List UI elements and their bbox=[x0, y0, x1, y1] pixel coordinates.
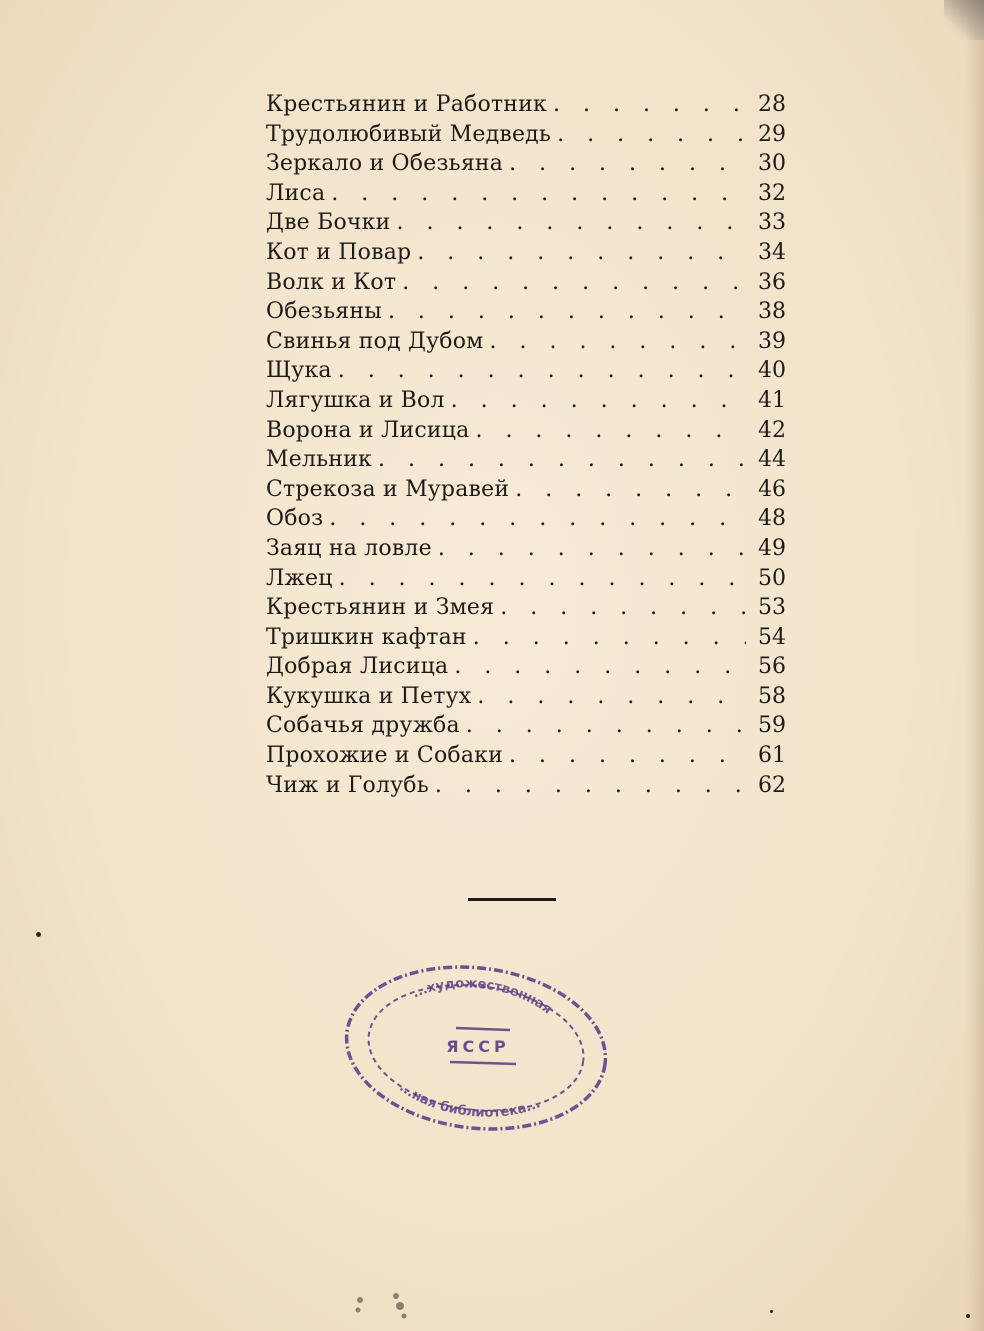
toc-dot-leader bbox=[473, 625, 746, 650]
stamp-line-bottom bbox=[450, 1062, 516, 1064]
toc-entry bbox=[266, 447, 786, 477]
ink-speck bbox=[36, 932, 41, 937]
section-divider bbox=[468, 898, 556, 901]
toc-entry-page-number: 62 bbox=[758, 772, 786, 798]
toc-entry-title: Прохожие и Собаки bbox=[266, 743, 503, 769]
toc-entry bbox=[266, 566, 786, 596]
table-of-contents bbox=[266, 92, 786, 802]
toc-entry bbox=[266, 329, 786, 359]
toc-entry-title: Две Бочки bbox=[266, 210, 391, 236]
toc-entry bbox=[266, 743, 786, 773]
toc-dot-leader bbox=[435, 773, 746, 798]
toc-dot-leader bbox=[489, 329, 746, 354]
toc-entry-page-number: 59 bbox=[758, 713, 786, 739]
toc-entry-title: Лягушка и Вол bbox=[266, 387, 445, 413]
toc-dot-leader bbox=[477, 684, 746, 709]
ink-speck bbox=[966, 1314, 970, 1318]
toc-entry bbox=[266, 240, 786, 270]
toc-entry-title: Собачья дружба bbox=[266, 713, 460, 739]
toc-dot-leader bbox=[338, 358, 746, 383]
toc-entry-title: Заяц на ловле bbox=[266, 535, 432, 561]
toc-entry-page-number: 40 bbox=[758, 358, 786, 384]
toc-entry-title: Свинья под Дубом bbox=[266, 328, 484, 354]
toc-entry bbox=[266, 684, 786, 714]
toc-dot-leader bbox=[388, 299, 746, 324]
toc-entry-title: Зеркало и Обезьяна bbox=[266, 151, 504, 177]
toc-entry-page-number: 58 bbox=[758, 683, 786, 709]
toc-entry bbox=[266, 595, 786, 625]
toc-entry bbox=[266, 151, 786, 181]
toc-entry-page-number: 61 bbox=[758, 743, 786, 769]
toc-entry-title: Крестьянин и Работник bbox=[266, 92, 547, 117]
toc-dot-leader bbox=[396, 210, 746, 235]
toc-entry-page-number: 28 bbox=[758, 92, 786, 117]
toc-dot-leader bbox=[509, 151, 746, 176]
stamp-top-text: ...художественная bbox=[410, 976, 555, 1018]
toc-entry-title: Обезьяны bbox=[266, 299, 382, 325]
ink-speck bbox=[770, 1310, 773, 1313]
toc-dot-leader bbox=[515, 477, 746, 502]
toc-entry bbox=[266, 358, 786, 388]
toc-entry bbox=[266, 299, 786, 329]
toc-entry-title: Кукушка и Петух bbox=[266, 683, 472, 709]
toc-entry-page-number: 34 bbox=[758, 239, 786, 265]
page-corner-shadow bbox=[944, 0, 984, 40]
toc-dot-leader bbox=[438, 536, 746, 561]
toc-entry-page-number: 36 bbox=[758, 269, 786, 295]
toc-entry-title: Лиса bbox=[266, 180, 326, 206]
toc-entry-title: Обоз bbox=[266, 506, 324, 532]
toc-entry-title: Крестьянин и Змея bbox=[266, 595, 495, 621]
library-stamp bbox=[340, 958, 612, 1138]
toc-entry bbox=[266, 625, 786, 655]
toc-entry-page-number: 53 bbox=[758, 595, 786, 621]
toc-entry bbox=[266, 122, 786, 152]
toc-entry-page-number: 56 bbox=[758, 654, 786, 680]
toc-dot-leader bbox=[402, 270, 746, 295]
toc-dot-leader bbox=[378, 447, 746, 472]
toc-dot-leader bbox=[451, 388, 746, 413]
toc-entry bbox=[266, 181, 786, 211]
toc-entry bbox=[266, 270, 786, 300]
toc-dot-leader bbox=[553, 92, 746, 117]
toc-entry-page-number: 44 bbox=[758, 447, 786, 473]
toc-entry-page-number: 42 bbox=[758, 417, 786, 443]
toc-entry-title: Щука bbox=[266, 358, 332, 384]
toc-entry-title: Волк и Кот bbox=[266, 269, 397, 295]
toc-entry-title: Лжец bbox=[266, 565, 333, 591]
toc-entry-title: Чиж и Голубь bbox=[266, 772, 429, 798]
toc-entry-title: Мельник bbox=[266, 447, 372, 473]
toc-dot-leader bbox=[509, 743, 746, 768]
toc-dot-leader bbox=[331, 181, 746, 206]
toc-entry bbox=[266, 418, 786, 448]
toc-entry bbox=[266, 92, 786, 122]
toc-entry-page-number: 54 bbox=[758, 624, 786, 650]
toc-dot-leader bbox=[500, 595, 746, 620]
toc-dot-leader bbox=[454, 654, 746, 679]
toc-entry bbox=[266, 773, 786, 803]
toc-entry-title: Ворона и Лисица bbox=[266, 417, 470, 443]
toc-entry-page-number: 49 bbox=[758, 535, 786, 561]
toc-dot-leader bbox=[475, 418, 746, 443]
toc-entry bbox=[266, 536, 786, 566]
toc-entry-title: Добрая Лисица bbox=[266, 654, 449, 680]
toc-entry-page-number: 46 bbox=[758, 476, 786, 502]
toc-dot-leader bbox=[417, 240, 746, 265]
toc-entry-page-number: 33 bbox=[758, 210, 786, 236]
toc-entry-page-number: 38 bbox=[758, 299, 786, 325]
toc-entry-title: Тришкин кафтан bbox=[266, 624, 467, 650]
toc-entry bbox=[266, 477, 786, 507]
toc-dot-leader bbox=[339, 566, 746, 591]
page-edge-shadow bbox=[966, 0, 984, 1331]
ink-smudge bbox=[350, 1286, 420, 1322]
toc-entry-page-number: 29 bbox=[758, 121, 786, 147]
toc-entry-page-number: 48 bbox=[758, 506, 786, 532]
toc-entry-title: Кот и Повар bbox=[266, 239, 412, 265]
toc-entry-page-number: 39 bbox=[758, 328, 786, 354]
stamp-center-text: ЯССР bbox=[446, 1037, 510, 1056]
stamp-bottom-text: ...ная библиотека... bbox=[396, 1080, 543, 1121]
toc-entry-page-number: 41 bbox=[758, 387, 786, 413]
toc-entry bbox=[266, 654, 786, 684]
stamp-line-top bbox=[456, 1028, 510, 1030]
toc-dot-leader bbox=[466, 713, 746, 738]
toc-entry bbox=[266, 506, 786, 536]
toc-entry-page-number: 30 bbox=[758, 151, 786, 177]
toc-entry-page-number: 32 bbox=[758, 180, 786, 206]
toc-entry-title: Трудолюбивый Медведь bbox=[266, 121, 552, 147]
toc-entry bbox=[266, 388, 786, 418]
toc-dot-leader bbox=[329, 506, 746, 531]
toc-entry-page-number: 50 bbox=[758, 565, 786, 591]
toc-entry-title: Стрекоза и Муравей bbox=[266, 476, 510, 502]
toc-entry bbox=[266, 713, 786, 743]
toc-entry bbox=[266, 210, 786, 240]
toc-dot-leader bbox=[557, 122, 746, 147]
